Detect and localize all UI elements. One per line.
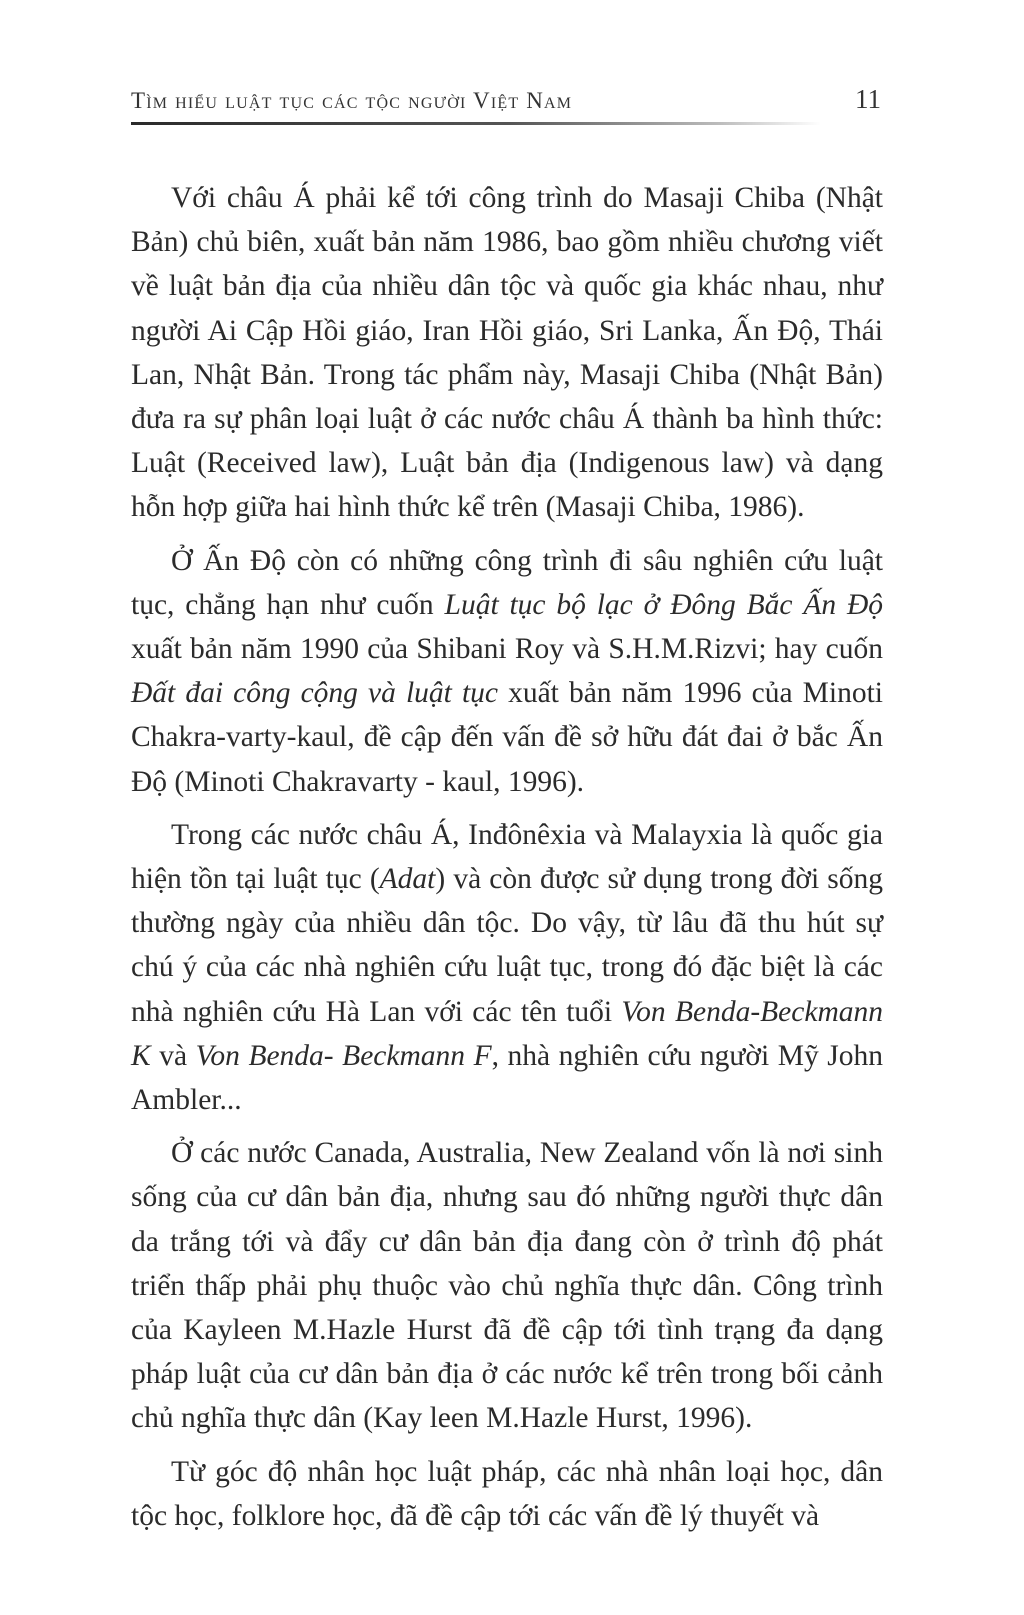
- paragraph-1: [131, 176, 883, 530]
- paragraph-text: Từ góc độ nhân học luật pháp, các nhà nhân loại học, dân tộc học, folklore học, đã đề cập tới các vấn đề lý thuyết và: [131, 1455, 883, 1532]
- paragraph-2: [131, 539, 883, 804]
- term: Adat: [379, 863, 436, 896]
- paragraph-text: ) và còn được sử dụng trong đời sống thường ngày của nhiều dân tộc. Do vậy, từ lâu đã thu hút sự chú ý của các nhà nghiên cứu luật tục, trong đó đặc biệt là các nhà nghiên cứu Hà Lan với các tên tuổi: [131, 863, 883, 1028]
- paragraph-5: [131, 1450, 883, 1538]
- paragraph-text: và: [150, 1039, 196, 1072]
- paragraph-text: xuất bản năm 1990 của Shibani Roy và S.H.M.Rizvi; hay cuốn: [131, 633, 883, 666]
- paragraph-text: Ở các nước Canada, Australia, New Zealand vốn là nơi sinh sống của cư dân bản địa, nhưng sau đó những người thực dân da trắng tới và đẩy cư dân bản địa đang còn ở trình độ phát triển thấp phải phụ thuộc vào chủ nghĩa thực dân. Công trình của Kayleen M.Hazle Hurst đã đề cập tới tình trạng đa dạng pháp luật của cư dân bản địa ở các nước kể trên trong bối cảnh chủ nghĩa thực dân (Kay leen M.Hazle Hurst, 1996).: [131, 1137, 883, 1435]
- paragraph-text: xuất bản năm 1996 của Minoti Chakra-varty-kaul, đề cập đến vấn đề sở hữu đát đai ở bắc Ấn Độ (Minoti Chakravarty - kaul, 1996).: [131, 677, 883, 798]
- paragraph-text: Ở Ấn Độ còn có những công trình đi sâu nghiên cứu luật tục, chẳng hạn như cuốn: [131, 544, 883, 621]
- paragraph-text: Với châu Á phải kể tới công trình do Masaji Chiba (Nhật Bản) chủ biên, xuất bản năm 1986, bao gồm nhiều chương viết về luật bản địa của nhiều dân tộc và quốc gia khác nhau, như người Ai Cập Hồi giáo, Iran Hồi giáo, Sri Lanka, Ấn Độ, Thái Lan, Nhật Bản. Trong tác phẩm này, Masaji Chiba (Nhật Bản) đưa ra sự phân loại luật ở các nước châu Á thành ba hình thức: Luật (Received law), Luật bản địa (Indigenous law) và dạng hỗn hợp giữa hai hình thức kể trên (Masaji Chiba, 1986).: [131, 182, 883, 524]
- header-rule: [131, 122, 821, 125]
- paragraph-4: [131, 1131, 883, 1440]
- author-name: Von Benda- Beckmann F: [195, 1039, 492, 1072]
- paragraph-text: Trong các nước châu Á, Inđônêxia và Malayxia là quốc gia hiện tồn tại luật tục (: [131, 818, 883, 896]
- book-title: Luật tục bộ lạc ở Đông Bắc Ấn Độ: [444, 588, 883, 621]
- page-number: 11: [855, 84, 881, 114]
- running-title: Tìm hiểu luật tục các tộc người Việt Nam: [131, 88, 573, 113]
- running-header: [131, 78, 883, 126]
- paragraph-text: , nhà nghiên cứu người Mỹ John Ambler...: [131, 1039, 884, 1117]
- paragraph-3: [131, 813, 883, 1122]
- body-text: [131, 176, 883, 1547]
- book-title: Đất đai công cộng và luật tục: [131, 677, 498, 710]
- author-name: Von Benda-Beckmann K: [131, 995, 883, 1072]
